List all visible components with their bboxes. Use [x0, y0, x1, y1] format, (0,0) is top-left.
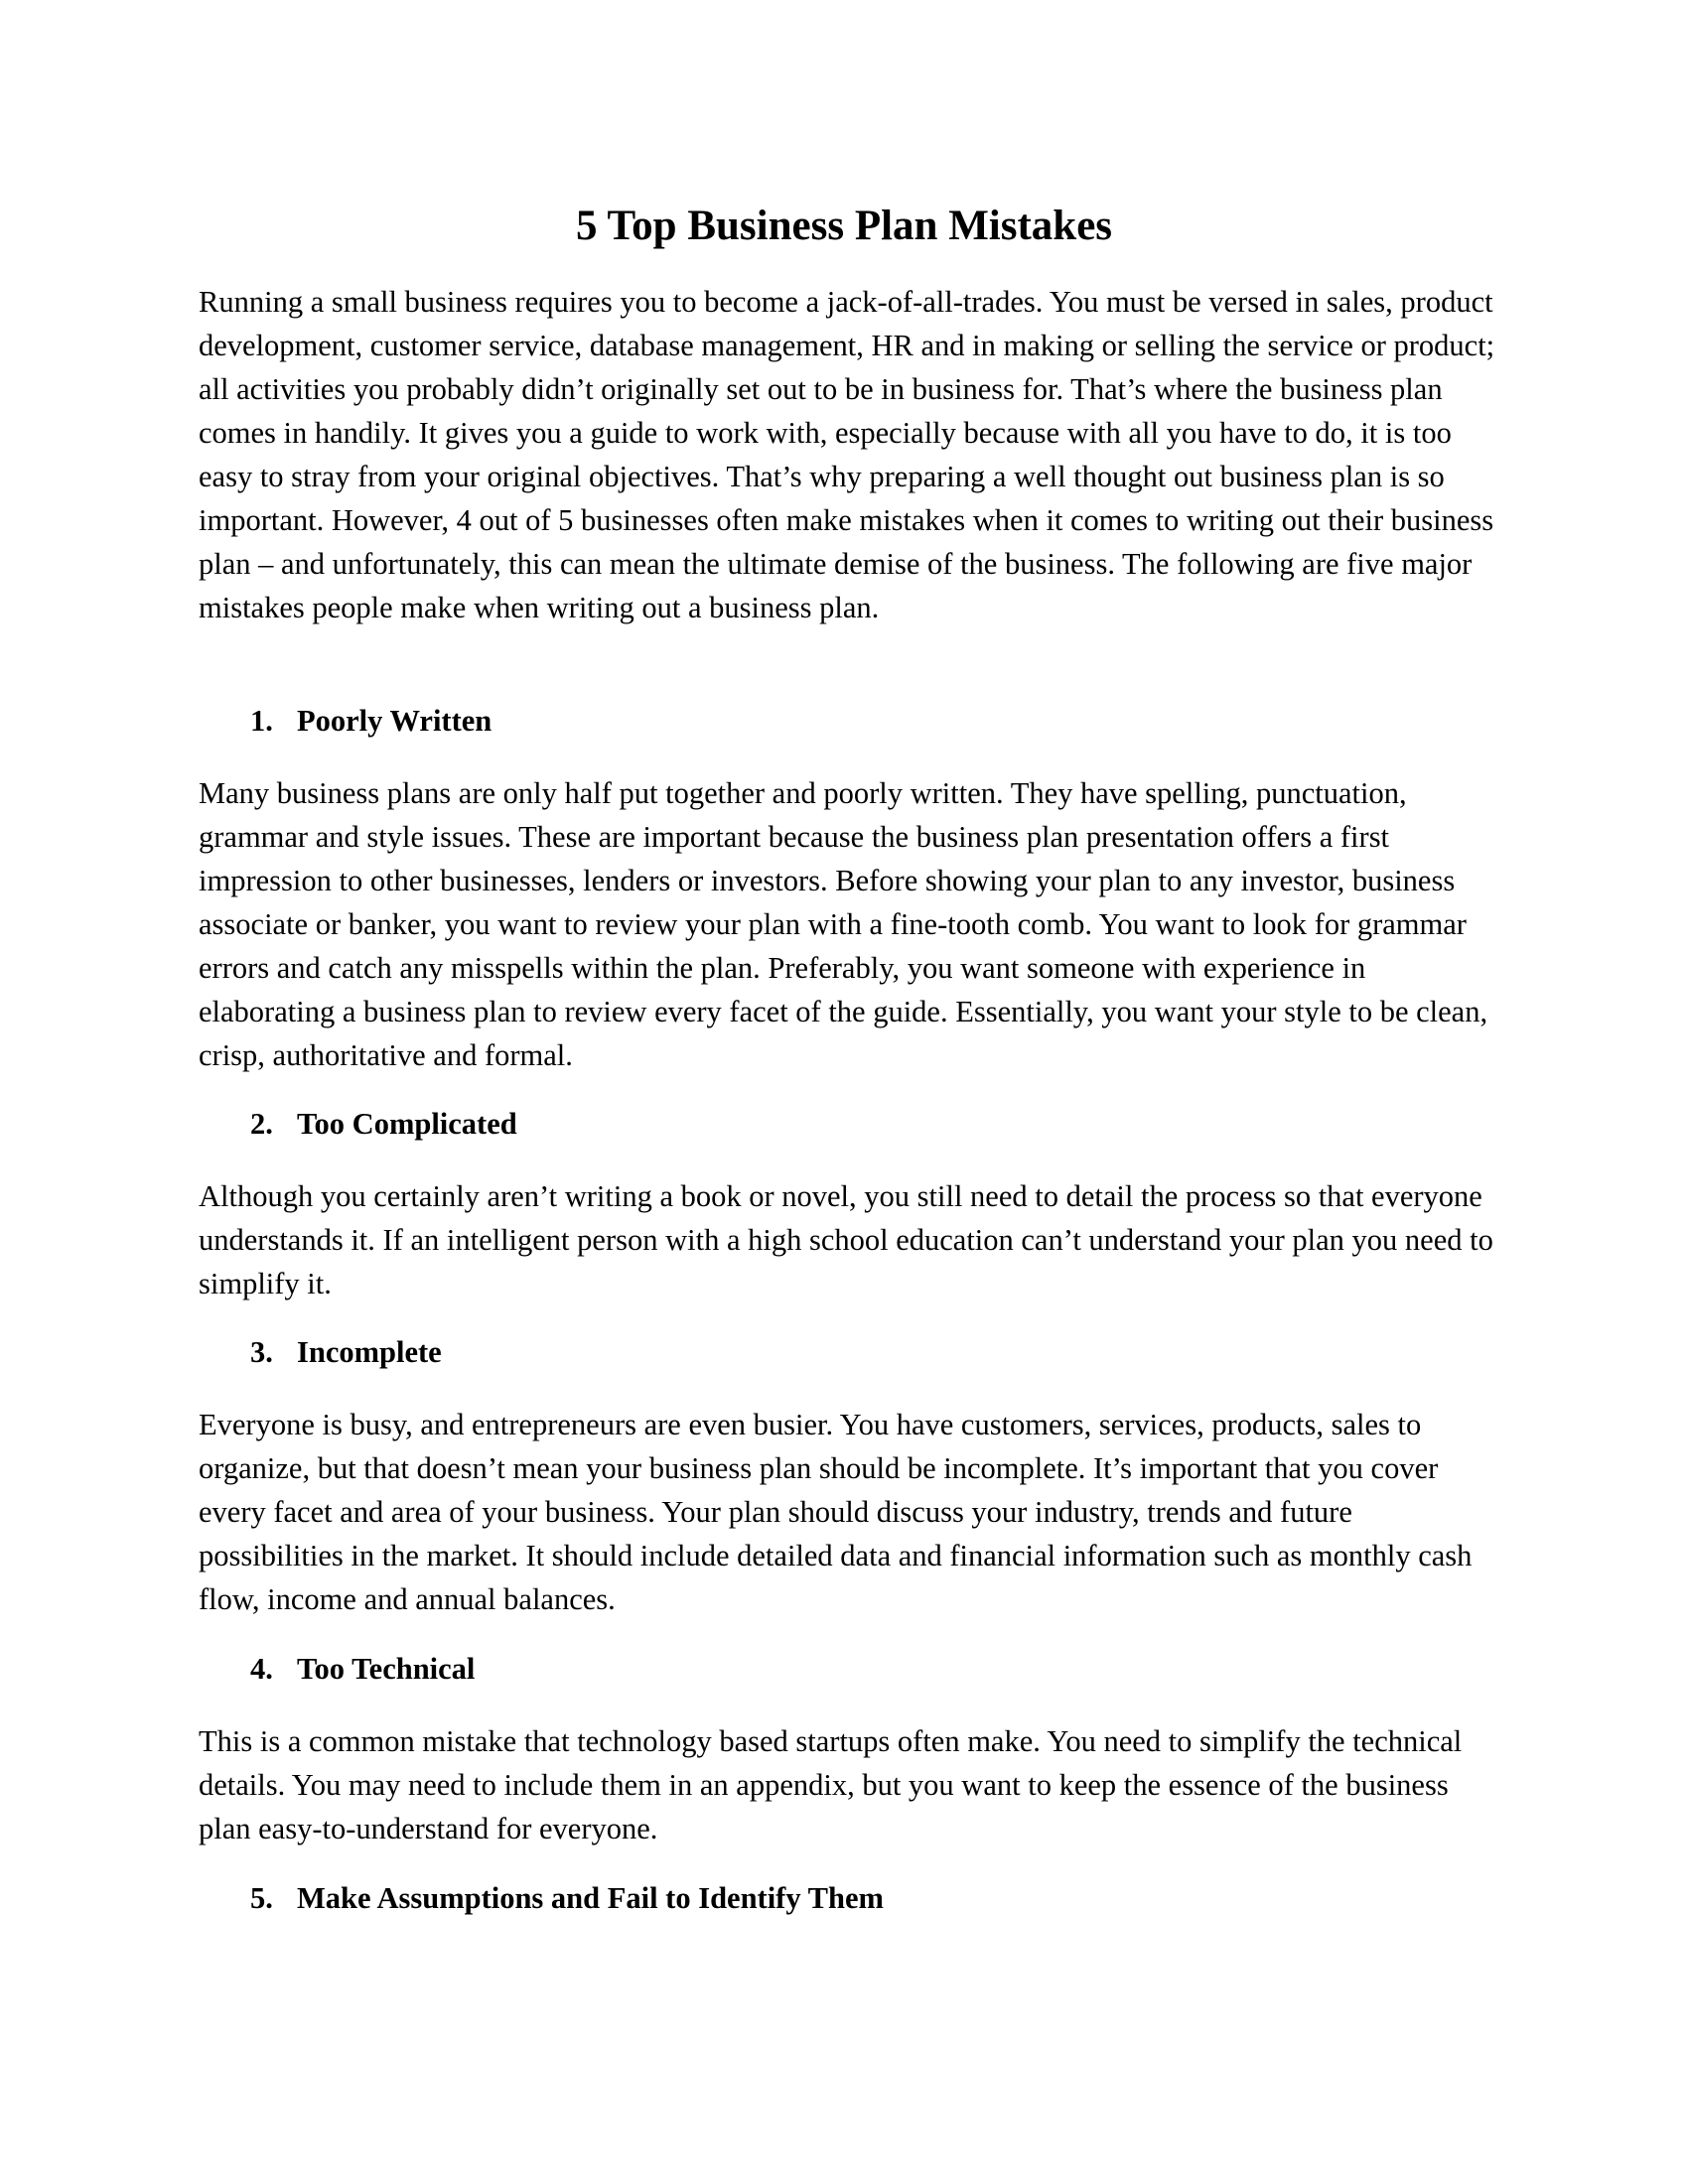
section-number: 3.	[250, 1335, 273, 1369]
section-number: 1.	[250, 704, 273, 738]
document-title: 5 Top Business Plan Mistakes	[575, 203, 1113, 249]
section-heading-make-assumptions	[250, 1876, 884, 1920]
section-heading-incomplete	[250, 1330, 442, 1374]
section-body-poorly-written: Many business plans are only half put together and poorly written. They have spelling, punctuation, grammar and style issues. These are important because the business plan presentation offers a first impression to other businesses, lenders or investors. Before showing your plan to any investor, business associate or banker, you want to review your plan with a fine-tooth comb. You want to look for grammar errors and catch any misspells within the plan. Preferably, you want someone with experience in elaborating a business plan to review every facet of the guide. Essentially, you want your style to be clean, crisp, authoritative and formal.	[199, 776, 1488, 1072]
section-body-incomplete: Everyone is busy, and entrepreneurs are even busier. You have customers, services, products, sales to organize, but that doesn’t mean your business plan should be incomplete. It’s important that you cover every facet and area of your business. Your plan should discuss your industry, trends and future possibilities in the market. It should include detailed data and financial information such as monthly cash flow, income and annual balances.	[199, 1408, 1473, 1616]
section-number: 5.	[250, 1881, 273, 1915]
section-title: Too Complicated	[297, 1107, 517, 1141]
intro-paragraph: Running a small business requires you to become a jack-of-all-trades. You must be versed in sales, product development, customer service, database management, HR and in making or selling the service or product; all activities you probably didn’t originally set out to be in business for. That’s where the business plan comes in handily. It gives you a guide to work with, especially because with all you have to do, it is too easy to stray from your original objectives. That’s why preparing a well thought out business plan is so important. However, 4 out of 5 businesses often make mistakes when it comes to writing out their business plan – and unfortunately, this can mean the ultimate demise of the business. The following are five major mistakes people make when writing out a business plan.	[199, 285, 1495, 624]
section-body-too-technical: This is a common mistake that technology based startups often make. You need to simplify the technical details. You may need to include them in an appendix, but you want to keep the essence of the business plan easy-to-understand for everyone.	[199, 1724, 1463, 1845]
section-body-too-complicated: Although you certainly aren’t writing a book or novel, you still need to detail the process so that everyone understands it. If an intelligent person with a high school education can’t understand your plan you need to simplify it.	[199, 1179, 1493, 1300]
section-number: 4.	[250, 1652, 273, 1686]
section-heading-too-complicated	[250, 1102, 517, 1146]
section-heading-poorly-written	[250, 699, 492, 743]
section-number: 2.	[250, 1107, 273, 1141]
section-title: Too Technical	[297, 1652, 476, 1686]
section-heading-too-technical	[250, 1647, 475, 1691]
section-title: Poorly Written	[297, 704, 492, 738]
section-title: Make Assumptions and Fail to Identify Them	[297, 1881, 884, 1915]
section-title: Incomplete	[297, 1335, 442, 1369]
